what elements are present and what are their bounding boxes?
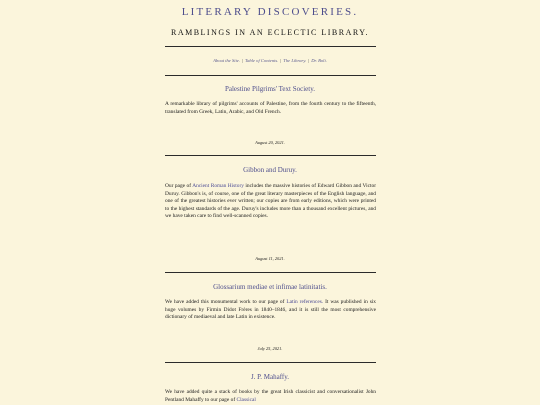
post-body	[165, 101, 376, 116]
site-title[interactable]: LITERARY DISCOVERIES.	[181, 6, 359, 18]
post-body	[165, 299, 376, 322]
post-title[interactable]: Palestine Pilgrims' Text Society.	[224, 85, 315, 93]
nav-item-about[interactable]: About the Site.	[213, 58, 241, 63]
nav-separator: |	[308, 58, 310, 63]
post-body	[165, 183, 376, 221]
post-text: We have added quite a stack of books by the great Irish classicist and conversationalist John Pentland Mahaffy to our page of	[165, 389, 376, 403]
site-nav	[0, 58, 540, 63]
post-date: August 20, 2021.	[255, 140, 285, 145]
classical-link[interactable]: Classical	[236, 396, 256, 403]
post-text: A remarkable library of pilgrims' accounts of Palestine, from the fourth century to the fifteenth, translated from Greek, Latin, Arabic, and Old French.	[165, 101, 376, 115]
nav-separator: |	[242, 58, 243, 63]
post-title[interactable]: J. P. Mahaffy.	[250, 373, 290, 381]
post-title[interactable]: Glossarium mediae et infimae latinitatis.	[213, 283, 327, 291]
header-rule	[165, 46, 376, 47]
nav-rule	[165, 75, 376, 76]
post-rule	[165, 272, 376, 273]
post-text: We have added this monumental work to our page of	[165, 299, 287, 305]
post-body	[165, 389, 376, 404]
latin-references-link[interactable]: Latin references.	[286, 299, 324, 305]
post-rule	[165, 155, 376, 156]
post-date: July 25, 2021.	[257, 346, 283, 351]
post-title[interactable]: Gibbon and Duruy.	[243, 166, 297, 174]
nav-item-dr-boli[interactable]: Dr. Boli.	[311, 58, 327, 63]
post-text: It was published in six huge volumes by Firmin Didot Frères in 1840–1846, and it is still the most comprehensive dictionary of mediaeval and late Latin in existence.	[165, 299, 376, 321]
ancient-roman-history-link[interactable]: Ancient Roman History	[192, 183, 244, 189]
post-date: August 11, 2021.	[255, 256, 285, 261]
site-subtitle: RAMBLINGS IN AN ECLECTIC LIBRARY.	[170, 28, 370, 37]
post-text: includes the massive histories of Edward Gibbon and Victor Duruy. Gibbon's is, of course, one of the great literary masterpieces of the English language, and one of the greatest histories ever written; our copies are from early editions, which were printed to the highest standards of the age. Duruy's includes more than a thousand excellent pictures, and we have taken care to find well-scanned copies.	[165, 183, 376, 220]
post-rule	[165, 362, 376, 363]
post-text: Our page of	[165, 183, 193, 189]
nav-item-library[interactable]: The Library.	[283, 58, 307, 63]
nav-item-contents[interactable]: Table of Contents.	[244, 58, 279, 63]
nav-separator: |	[280, 58, 282, 63]
